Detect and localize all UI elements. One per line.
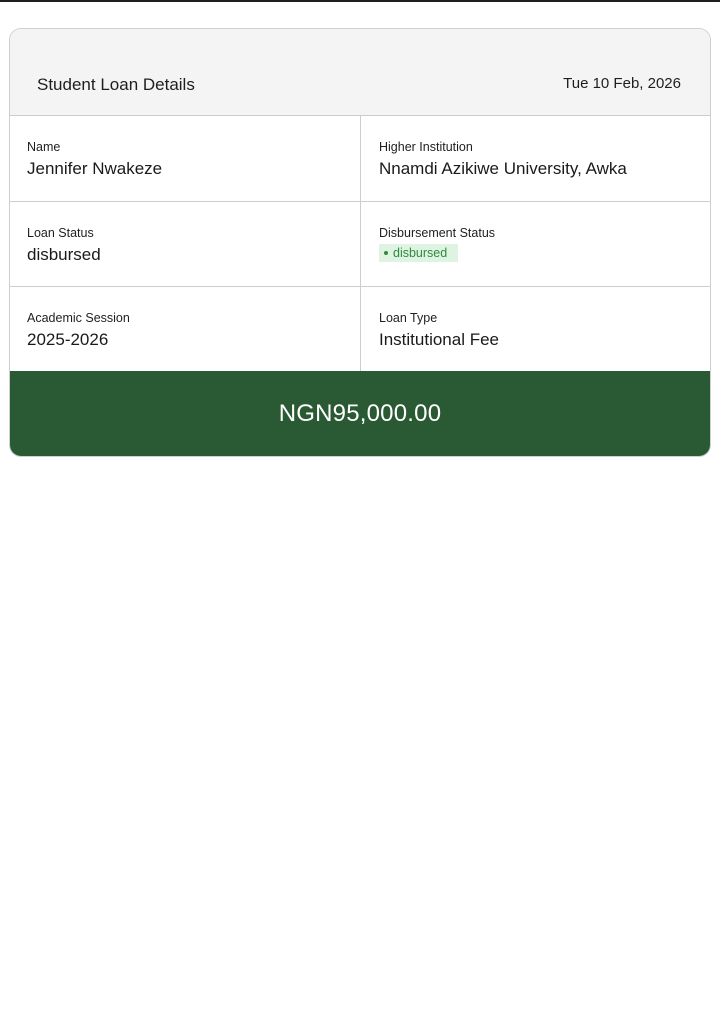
institution-value: Nnamdi Azikiwe University, Awka: [379, 159, 627, 178]
institution-cell: [360, 116, 710, 201]
loan-status-cell: [10, 201, 360, 286]
institution-label: Higher Institution: [379, 140, 473, 154]
disbursement-status-label: Disbursement Status: [379, 226, 496, 240]
loan-type-cell: [360, 286, 710, 371]
loan-amount-bar: [10, 371, 710, 456]
name-label: Name: [27, 140, 61, 154]
loan-type-label: Loan Type: [379, 311, 438, 325]
loan-details-card: [9, 28, 711, 457]
loan-status-label: Loan Status: [27, 226, 94, 240]
top-divider: [0, 0, 720, 2]
name-cell: [10, 116, 360, 201]
loan-amount: NGN95,000.00: [278, 399, 442, 427]
status-badge-text: disbursed: [393, 246, 448, 260]
disbursement-status-cell: [360, 201, 710, 286]
details-grid: [10, 116, 710, 371]
loan-status-value: disbursed: [27, 245, 101, 264]
status-dot-icon: [384, 251, 388, 255]
card-title: Student Loan Details: [37, 75, 195, 94]
status-badge: [379, 244, 458, 262]
academic-session-cell: [10, 286, 360, 371]
name-value: Jennifer Nwakeze: [27, 159, 163, 178]
card-header: [10, 29, 710, 116]
loan-type-value: Institutional Fee: [379, 330, 500, 349]
academic-session-label: Academic Session: [27, 311, 130, 325]
academic-session-value: 2025-2026: [27, 330, 109, 349]
card-date: Tue 10 Feb, 2026: [563, 75, 681, 92]
